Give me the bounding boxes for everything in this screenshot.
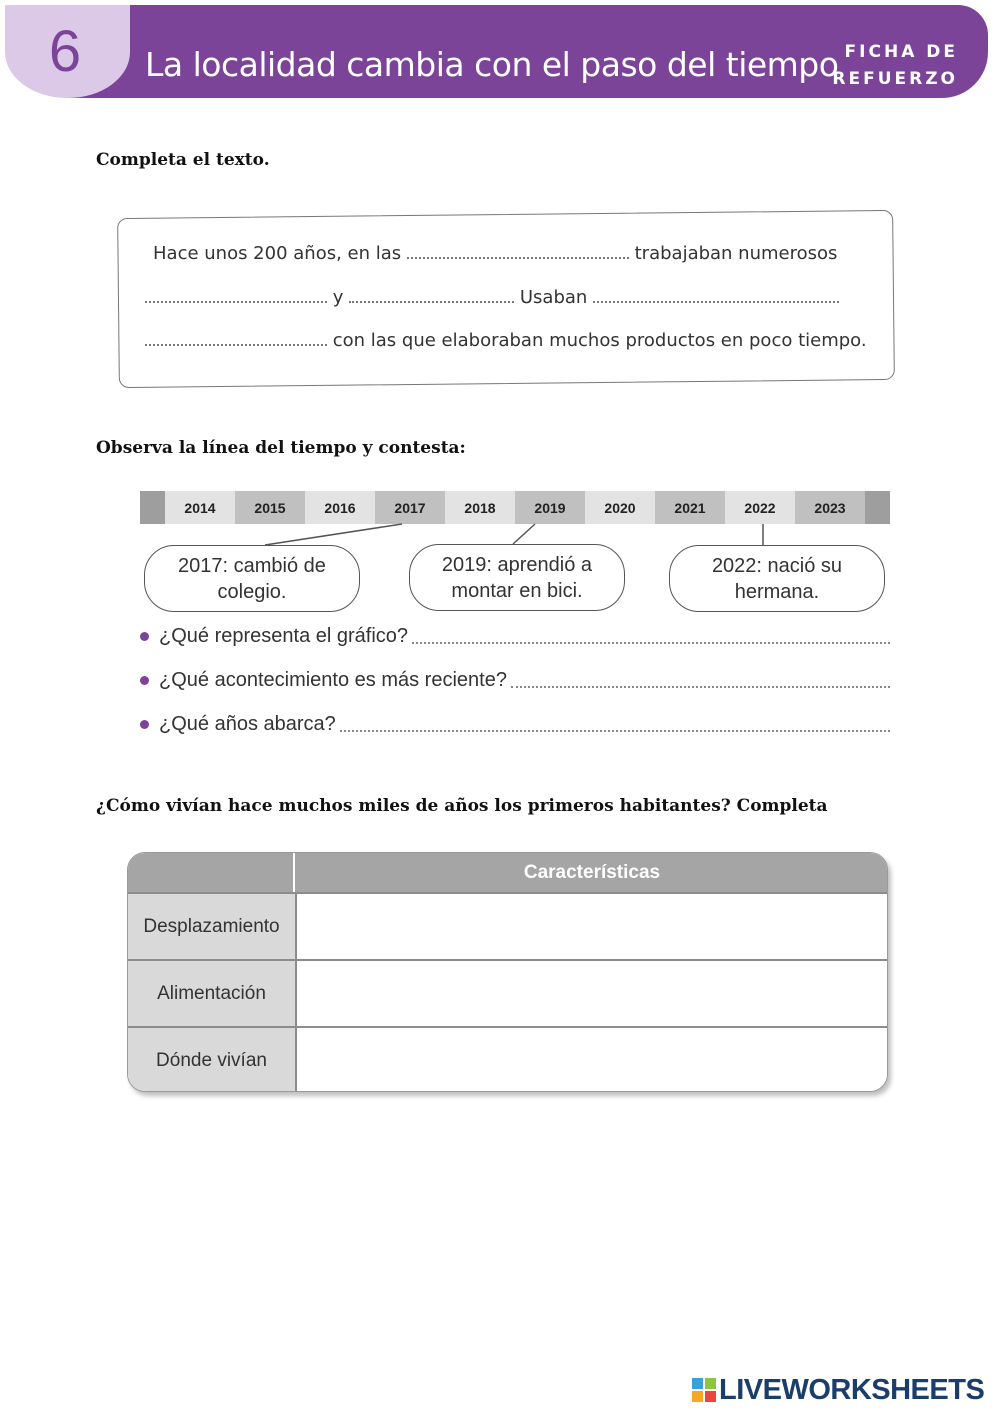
- bullet-icon: [140, 720, 149, 729]
- text-segment: y: [332, 287, 344, 308]
- logo-icon: [692, 1378, 716, 1402]
- event-bubble-2017: [144, 545, 360, 612]
- row-label-donde-vivian: Dónde vivían: [128, 1028, 297, 1092]
- connector-2019: [513, 524, 535, 544]
- answer-field-1[interactable]: [412, 642, 890, 644]
- instruction-first-inhabitants: ¿Cómo vivían hace muchos miles de años los primeros habitantes? Completa: [96, 796, 828, 816]
- table-row: [128, 1026, 887, 1092]
- text-segment: Usaban: [519, 287, 588, 308]
- event-text: hermana.: [734, 580, 820, 603]
- page-title: La localidad cambia con el paso del tiempo: [145, 45, 839, 84]
- bullet-icon: [140, 632, 149, 641]
- question-3: [140, 712, 890, 736]
- table-header-corner: [128, 853, 295, 892]
- timeline-year: 2014: [165, 491, 235, 524]
- question-1: [140, 624, 890, 648]
- unit-number: 6: [48, 19, 82, 84]
- bullet-icon: [140, 676, 149, 685]
- timeline-year: 2017: [375, 491, 445, 524]
- worksheet-type-line2: REFUERZO: [832, 69, 958, 89]
- timeline-year: 2015: [235, 491, 305, 524]
- characteristics-table: [127, 852, 888, 1092]
- event-bubble-2022: [669, 545, 885, 612]
- text-segment: trabajaban numerosos: [634, 243, 838, 264]
- timeline-year: 2016: [305, 491, 375, 524]
- timeline-year: 2023: [795, 491, 865, 524]
- question-text: ¿Qué acontecimiento es más reciente?: [159, 669, 507, 691]
- question-text: ¿Qué años abarca?: [159, 713, 336, 735]
- event-text: 2022: nació su: [711, 554, 843, 577]
- text-segment: con las que elaboraban muchos productos en poco tiempo.: [332, 330, 867, 351]
- answer-field-3[interactable]: [340, 730, 890, 732]
- answer-field-2[interactable]: [511, 686, 890, 688]
- answer-cell-desplazamiento[interactable]: [297, 894, 887, 959]
- timeline-year: 2021: [655, 491, 725, 524]
- table-header: [128, 853, 887, 892]
- question-2: [140, 668, 890, 692]
- table-row: [128, 892, 887, 959]
- worksheet-type-line1: FICHA DE: [844, 42, 958, 62]
- answer-cell-alimentacion[interactable]: [297, 961, 887, 1026]
- event-text: colegio.: [217, 580, 287, 603]
- event-text: montar en bici.: [451, 579, 583, 602]
- row-label-alimentacion: Alimentación: [128, 961, 297, 1026]
- timeline-year: 2022: [725, 491, 795, 524]
- event-bubble-2019: [409, 544, 625, 611]
- logo-text: LIVEWORKSHEETS: [719, 1373, 985, 1406]
- event-text: 2019: aprendió a: [441, 553, 593, 576]
- column-header-characteristics: Características: [523, 861, 661, 883]
- text-segment: Hace unos 200 años, en las: [153, 243, 402, 264]
- event-text: 2017: cambió de: [178, 554, 326, 577]
- timeline-year: 2019: [515, 491, 585, 524]
- table-row: [128, 959, 887, 1026]
- liveworksheets-logo: [692, 1374, 984, 1406]
- question-text: ¿Qué representa el gráfico?: [159, 625, 409, 647]
- timeline-year: 2020: [585, 491, 655, 524]
- row-label-desplazamiento: Desplazamiento: [128, 894, 297, 959]
- timeline-year: 2018: [445, 491, 515, 524]
- answer-cell-donde-vivian[interactable]: [297, 1028, 887, 1092]
- instruction-complete-text: Completa el texto.: [96, 150, 270, 170]
- connector-2017: [265, 524, 402, 545]
- instruction-timeline: Observa la línea del tiempo y contesta:: [96, 438, 466, 458]
